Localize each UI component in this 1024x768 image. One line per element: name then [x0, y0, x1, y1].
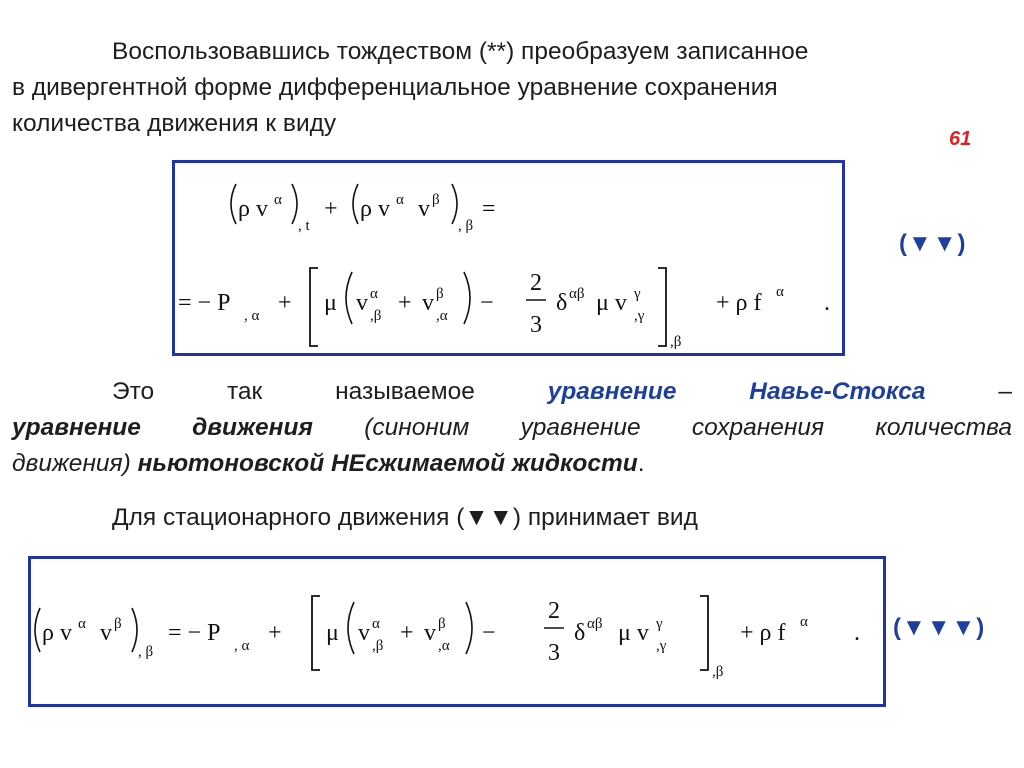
navier-line-2-rest: (синоним уравнение сохранения количества: [364, 414, 1013, 441]
svg-text:ρ v: ρ v: [360, 196, 390, 222]
stationary-text: Для стационарного движения (▼▼) принимает вид: [112, 504, 698, 531]
svg-text:=: =: [482, 196, 496, 222]
equation-2: [28, 556, 886, 707]
navier-period: .: [637, 450, 645, 477]
navier-word-2: так: [226, 378, 263, 405]
svg-text:= − P: = − P: [178, 290, 231, 316]
svg-text:2: 2: [530, 270, 542, 296]
intro-paragraph: [12, 34, 1012, 142]
svg-text:+ ρ f: + ρ f: [716, 290, 762, 316]
fluid-term: ньютоновской НЕсжимаемой жидкости: [137, 450, 638, 477]
svg-text:.: .: [824, 290, 830, 316]
svg-text:α: α: [800, 614, 808, 630]
svg-text:,β: ,β: [712, 664, 724, 680]
svg-text:,γ: ,γ: [656, 638, 667, 654]
svg-text:μ v: μ v: [618, 620, 649, 646]
svg-text:γ: γ: [656, 616, 663, 632]
svg-text:−: −: [482, 620, 496, 646]
svg-text:v: v: [356, 290, 368, 316]
svg-text:ρ v: ρ v: [42, 620, 72, 646]
equation-2-label: (▼▼▼): [893, 614, 986, 641]
svg-text:+: +: [268, 620, 282, 646]
svg-text:,β: ,β: [372, 638, 384, 654]
svg-text:+: +: [398, 290, 412, 316]
svg-text:μ: μ: [324, 290, 337, 316]
svg-text:αβ: αβ: [569, 286, 585, 302]
svg-text:,α: ,α: [438, 638, 450, 654]
intro-line-2: в дивергентной форме дифференциальное уравнение сохранения: [12, 74, 778, 101]
svg-text:+ ρ f: + ρ f: [740, 620, 786, 646]
svg-text:α: α: [78, 616, 86, 632]
svg-text:.: .: [854, 620, 860, 646]
svg-text:β: β: [114, 616, 122, 632]
svg-text:δ: δ: [574, 620, 586, 646]
navier-paragraph: [12, 374, 1012, 482]
navier-dash: –: [998, 378, 1012, 405]
svg-text:, β: , β: [458, 218, 474, 234]
svg-text:μ: μ: [326, 620, 339, 646]
svg-text:, β: , β: [138, 644, 154, 660]
svg-text:+: +: [324, 196, 338, 222]
navier-word-3: называемое: [335, 378, 475, 405]
navier-word-1: Это: [112, 378, 155, 405]
equation-1-label: (▼▼): [899, 230, 967, 257]
svg-text:β: β: [432, 192, 440, 208]
stationary-paragraph: [12, 500, 1012, 536]
svg-text:γ: γ: [634, 286, 641, 302]
intro-line-3: количества движения к виду: [12, 110, 337, 137]
intro-line-1: Воспользовавшись тождеством (**) преобразуем записанное: [112, 38, 809, 65]
svg-text:β: β: [436, 286, 444, 302]
svg-text:α: α: [370, 286, 378, 302]
svg-text:μ v: μ v: [596, 290, 627, 316]
svg-text:α: α: [776, 284, 784, 300]
svg-text:δ: δ: [556, 290, 568, 316]
navier-line-3-start: движения): [12, 450, 131, 477]
svg-text:β: β: [438, 616, 446, 632]
equation-1: [172, 160, 845, 356]
svg-text:,α: ,α: [436, 308, 448, 324]
svg-text:v: v: [424, 620, 436, 646]
svg-text:ρ v: ρ v: [238, 196, 268, 222]
svg-text:, α: , α: [244, 308, 260, 324]
svg-text:αβ: αβ: [587, 616, 603, 632]
svg-text:v: v: [422, 290, 434, 316]
svg-text:2: 2: [548, 598, 560, 624]
svg-text:α: α: [372, 616, 380, 632]
svg-text:, t: , t: [298, 218, 310, 234]
svg-text:,β: ,β: [670, 334, 682, 350]
svg-text:v: v: [358, 620, 370, 646]
svg-text:v: v: [100, 620, 112, 646]
svg-text:v: v: [418, 196, 430, 222]
svg-text:, α: , α: [234, 638, 250, 654]
svg-text:,γ: ,γ: [634, 308, 645, 324]
svg-text:= − P: = − P: [168, 620, 221, 646]
svg-text:3: 3: [548, 640, 560, 666]
navier-stokes-term: уравнение Навье-Стокса: [547, 378, 926, 405]
svg-text:+: +: [278, 290, 292, 316]
svg-text:+: +: [400, 620, 414, 646]
svg-text:3: 3: [530, 312, 542, 338]
svg-text:α: α: [396, 192, 404, 208]
svg-text:−: −: [480, 290, 494, 316]
svg-text:,β: ,β: [370, 308, 382, 324]
svg-text:α: α: [274, 192, 282, 208]
motion-equation-term: уравнение движения: [12, 414, 313, 441]
slide-number: 61: [949, 128, 972, 150]
